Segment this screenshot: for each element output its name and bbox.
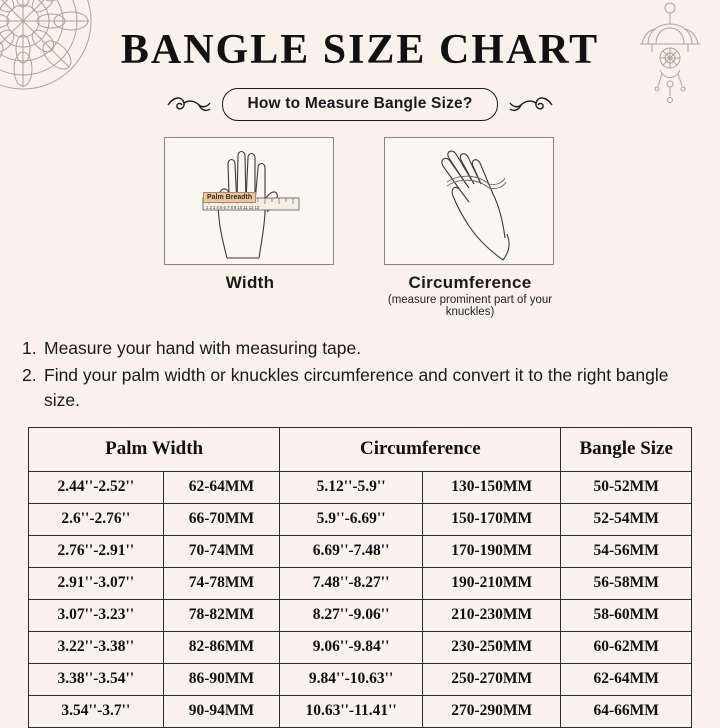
cell-palm-inch: 3.38''-3.54''	[29, 663, 164, 695]
cell-circ-mm: 170-190MM	[422, 535, 560, 567]
cell-palm-inch: 3.07''-3.23''	[29, 599, 164, 631]
cell-palm-inch: 2.6''-2.76''	[29, 503, 164, 535]
circumference-caption: Circumference	[408, 273, 532, 292]
step-number: 2.	[22, 364, 37, 385]
cell-bangle-size: 58-60MM	[561, 599, 692, 631]
subheading-row	[0, 88, 720, 121]
cell-palm-inch: 2.91''-3.07''	[29, 567, 164, 599]
step-text: Find your palm width or knuckles circumference and convert it to the right bangle size.	[44, 364, 669, 410]
cell-palm-mm: 74-78MM	[163, 567, 280, 599]
cell-bangle-size: 60-62MM	[561, 631, 692, 663]
svg-text:1 2 3 4 5 6 7 8 9 10 11 12 13: 1 2 3 4 5 6 7 8 9 10 11 12 13	[206, 205, 260, 210]
step-text: Measure your hand with measuring tape.	[44, 338, 362, 358]
illustration-row	[0, 137, 720, 318]
cell-palm-mm: 66-70MM	[163, 503, 280, 535]
cell-circ-inch: 7.48''-8.27''	[280, 567, 423, 599]
header-circumference: Circumference	[280, 427, 561, 471]
cell-circ-inch: 9.06''-9.84''	[280, 631, 423, 663]
cell-circ-mm: 250-270MM	[422, 663, 560, 695]
illustration-circumference	[384, 137, 556, 318]
steps-list	[0, 336, 720, 413]
cell-circ-inch: 8.27''-9.06''	[280, 599, 423, 631]
table-row	[29, 471, 692, 503]
cell-palm-inch: 2.76''-2.91''	[29, 535, 164, 567]
cell-palm-mm: 90-94MM	[163, 695, 280, 727]
step-item	[22, 363, 694, 413]
cell-bangle-size: 52-54MM	[561, 503, 692, 535]
cell-palm-inch: 3.54''-3.7''	[29, 695, 164, 727]
table-row	[29, 567, 692, 599]
cell-circ-mm: 190-210MM	[422, 567, 560, 599]
width-caption: Width	[225, 273, 275, 292]
circumference-sub-caption: (measure prominent part of your knuckles)	[387, 294, 553, 318]
cell-circ-mm: 130-150MM	[422, 471, 560, 503]
table-header-row	[29, 427, 692, 471]
cell-palm-mm: 86-90MM	[163, 663, 280, 695]
cell-palm-mm: 70-74MM	[163, 535, 280, 567]
cell-bangle-size: 56-58MM	[561, 567, 692, 599]
cell-circ-mm: 150-170MM	[422, 503, 560, 535]
cell-palm-mm: 78-82MM	[163, 599, 280, 631]
cell-circ-inch: 5.12''-5.9''	[280, 471, 423, 503]
table-row	[29, 503, 692, 535]
width-image-frame	[164, 137, 334, 265]
page-title: BANGLE SIZE CHART	[120, 27, 600, 73]
cell-circ-inch: 10.63''-11.41''	[280, 695, 423, 727]
cell-palm-inch: 3.22''-3.38''	[29, 631, 164, 663]
table-row	[29, 695, 692, 727]
circumference-image-frame	[384, 137, 554, 265]
step-item	[22, 336, 694, 361]
cell-circ-inch: 9.84''-10.63''	[280, 663, 423, 695]
illustration-width	[164, 137, 336, 318]
header-palm-width: Palm Width	[29, 427, 280, 471]
cell-bangle-size: 50-52MM	[561, 471, 692, 503]
cell-circ-mm: 230-250MM	[422, 631, 560, 663]
cell-bangle-size: 54-56MM	[561, 535, 692, 567]
cell-bangle-size: 64-66MM	[561, 695, 692, 727]
table-row	[29, 599, 692, 631]
step-number: 1.	[22, 338, 37, 358]
cell-palm-mm: 62-64MM	[163, 471, 280, 503]
header-bangle-size: Bangle Size	[561, 427, 692, 471]
table-row	[29, 631, 692, 663]
palm-breadth-label: Palm Breadth	[203, 192, 256, 203]
flourish-right-icon	[508, 94, 554, 116]
cell-circ-mm: 270-290MM	[422, 695, 560, 727]
cell-bangle-size: 62-64MM	[561, 663, 692, 695]
table-row	[29, 535, 692, 567]
flourish-left-icon	[166, 94, 212, 116]
subheading-pill: How to Measure Bangle Size?	[222, 88, 497, 121]
cell-palm-mm: 82-86MM	[163, 631, 280, 663]
cell-circ-inch: 6.69''-7.48''	[280, 535, 423, 567]
cell-circ-mm: 210-230MM	[422, 599, 560, 631]
table-row	[29, 663, 692, 695]
cell-circ-inch: 5.9''-6.69''	[280, 503, 423, 535]
hand-knuckles-circumference-drawing	[385, 138, 554, 265]
cell-palm-inch: 2.44''-2.52''	[29, 471, 164, 503]
size-table	[28, 427, 692, 728]
